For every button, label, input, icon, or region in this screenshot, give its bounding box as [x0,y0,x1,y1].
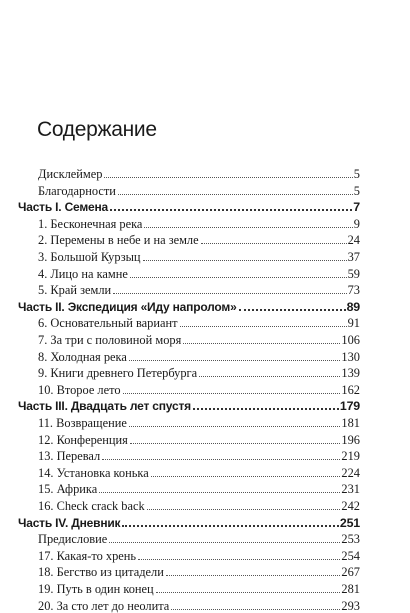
toc-entry [38,265,360,281]
toc-entry [38,431,360,447]
toc-entry-label: 20. За сто лет до неолита [38,598,170,613]
toc-entry [38,281,360,297]
toc-entry-label: Часть I. Семена [18,200,109,215]
dot-leader [199,376,340,377]
toc-entry-label: 15. Африка [38,482,98,497]
toc-entry-label: 3. Большой Курзыц [38,250,141,264]
toc-entry-label: Дисклеймер [38,167,103,181]
toc-entry [38,597,360,613]
toc-entry [38,314,360,330]
toc-entry-label: 6. Основательный вариант [38,316,178,331]
toc-entry-label: 14. Установка конька [38,465,149,480]
toc-entry [38,215,360,231]
dot-leader [123,393,341,394]
dot-leader [239,309,346,311]
toc-entry-label: 11. Возвращение [38,416,127,430]
toc-page-number: 59 [347,266,360,281]
dot-leader [113,293,346,294]
toc-entry [38,497,360,513]
toc-page-number: 130 [341,349,360,364]
dot-leader [102,459,340,460]
toc-entry [38,530,360,546]
toc-entry-label: 2. Перемены в небе и на земле [38,233,199,248]
toc-page-number: 281 [341,582,360,596]
toc-entry [38,580,360,596]
toc-entry-label: Часть III. Двадцать лет спустя [18,399,191,414]
toc-entry [38,381,360,397]
dot-leader [130,277,347,278]
toc-page-number: 106 [341,333,360,347]
toc-page-number: 293 [341,598,360,613]
dot-leader [118,194,353,195]
dot-leader [171,609,340,610]
dot-leader [144,227,352,228]
toc-page-number: 139 [341,366,360,381]
toc-entry-label: 5. Край земли [38,283,112,298]
toc-entry-label: 17. Какая-то хрень [38,548,137,563]
toc-page-number: 89 [346,299,360,314]
toc-entry [38,182,360,198]
dot-leader [110,209,352,211]
dot-leader [109,542,340,543]
toc-part-heading [18,298,360,314]
dot-leader [104,177,352,178]
toc-page-number: 91 [347,316,360,331]
toc-entry [38,464,360,480]
dot-leader [166,575,341,576]
toc-page-number: 24 [347,233,360,248]
toc-entry-label: 9. Книги древнего Петербурга [38,366,198,381]
dot-leader [143,260,347,261]
toc-page-number: 179 [339,399,360,414]
toc-entry [38,447,360,463]
dot-leader [183,343,340,344]
toc-page-number: 251 [339,515,360,530]
toc-entry-label: 10. Второе лето [38,382,121,397]
dot-leader [156,592,341,593]
toc-part-heading [18,397,360,413]
toc-entry [38,231,360,247]
dot-leader [130,443,341,444]
toc-entry-label: Благодарности [38,183,116,198]
toc-entry-label: Часть II. Экспедиция «Иду напролом» [18,299,237,314]
dot-leader [99,492,340,493]
toc-part-heading [18,198,360,214]
toc-page-number: 181 [341,416,360,430]
toc-page-number: 219 [341,449,360,464]
toc-entry-label: 7. За три с половиной моря [38,333,182,347]
toc-page-number: 5 [353,183,360,198]
toc-page-number: 224 [341,465,360,480]
toc-entry [38,563,360,579]
dot-leader [129,426,341,427]
toc-page-number: 7 [353,200,360,215]
toc-entry [38,364,360,380]
toc-page-number: 231 [341,482,360,497]
toc-page-number: 196 [341,432,360,447]
toc-page-number: 9 [353,216,360,231]
toc-entry-label: 19. Путь в один конец [38,582,154,596]
toc-entry [38,165,360,181]
toc-page-number: 162 [341,382,360,397]
toc-entry-label: Часть IV. Дневник [18,515,121,530]
toc-entry-label: Предисловие [38,532,108,547]
dot-leader [151,476,341,477]
toc-entry-label: 16. Check crack back [38,499,145,513]
toc-entry [38,331,360,347]
dot-leader [122,525,339,527]
dot-leader [201,243,347,244]
toc-entry [38,480,360,496]
toc-page-number: 253 [341,532,360,547]
toc-page-number: 73 [347,283,360,298]
page-title: Содержание [37,118,157,141]
toc-page-number: 254 [341,548,360,563]
toc-entry-label: 12. Конференция [38,432,128,447]
toc-entry-label: 13. Перевал [38,449,101,464]
toc-entry [38,547,360,563]
toc-page-number: 37 [347,250,360,264]
toc-entry-label: 18. Бегство из цитадели [38,565,164,580]
toc-page-number: 5 [353,167,360,181]
toc-entry-label: 4. Лицо на камне [38,266,128,281]
dot-leader [180,326,347,327]
dot-leader [193,408,339,410]
toc-part-heading [18,514,360,530]
dot-leader [138,559,340,560]
toc-entry-label: 1. Бесконечная река [38,216,143,231]
toc-entry [38,348,360,364]
toc-entry [38,248,360,264]
toc-entry [38,414,360,430]
toc-entry-label: 8. Холодная река [38,349,127,364]
dot-leader [147,509,341,510]
dot-leader [129,360,341,361]
toc-page-number: 267 [341,565,360,580]
toc-page-number: 242 [341,499,360,513]
